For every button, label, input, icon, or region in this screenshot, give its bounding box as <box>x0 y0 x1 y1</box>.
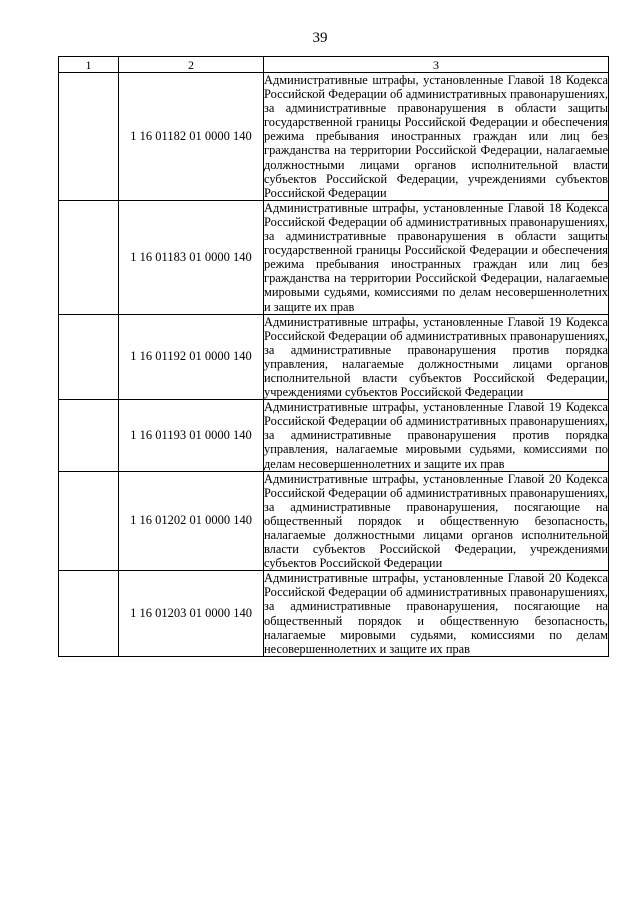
classification-code: 1 16 01183 01 0000 140 <box>119 200 264 314</box>
code-description: Административные штрафы, установленные Главой 19 Кодекса Российской Федерации об административных правонарушениях, за административные правонарушения против порядка управления, налагаемые должностными лицами органов исполнительной власти субъектов Российской Федерации, учреждениями субъектов Российской Федерации <box>264 314 608 400</box>
code-description: Административные штрафы, установленные Главой 20 Кодекса Российской Федерации об административных правонарушениях, за административные правонарушения, посягающие на общественный порядок и общественную безопасность, налагаемые мировыми судьями, комиссиями по делам несовершеннолетних и защите их прав <box>264 571 608 656</box>
code-description: Административные штрафы, установленные Главой 20 Кодекса Российской Федерации об административных правонарушениях, за административные правонарушения, посягающие на общественный порядок и общественную безопасность, налагаемые должностными лицами органов исполнительной власти субъектов Российской Федерации, учреждениями субъектов Российской Федерации <box>264 471 608 571</box>
row-number-cell <box>59 471 119 571</box>
row-number-cell <box>59 571 119 657</box>
table-row <box>59 200 609 314</box>
table-row <box>59 314 609 400</box>
row-number-cell <box>59 73 119 201</box>
classification-code: 1 16 01193 01 0000 140 <box>119 400 264 471</box>
row-number-cell <box>59 314 119 400</box>
code-description: Административные штрафы, установленные Главой 18 Кодекса Российской Федерации об административных правонарушениях, за административные правонарушения в области защиты государственной границы Российской Федерации и обеспечения режима пребывания иностранных граждан или лиц без гражданства на территории Российской Федерации, налагаемые мировыми судьями, комиссиями по делам несовершеннолетних и защите их прав <box>264 200 608 314</box>
classification-code: 1 16 01192 01 0000 140 <box>119 314 264 400</box>
classification-code: 1 16 01182 01 0000 140 <box>119 73 264 201</box>
row-number-cell <box>59 200 119 314</box>
revenue-codes-table <box>58 56 609 657</box>
table-header-row <box>59 57 609 73</box>
column-header-3: 3 <box>264 57 609 73</box>
table-row <box>59 571 609 657</box>
page-number: 39 <box>312 30 328 46</box>
table-row <box>59 73 609 201</box>
table-row <box>59 471 609 571</box>
code-description: Административные штрафы, установленные Главой 18 Кодекса Российской Федерации об административных правонарушениях, за административные правонарушения в области защиты государственной границы Российской Федерации и обеспечения режима пребывания иностранных граждан или лиц без гражданства на территории Российской Федерации, налагаемые должностными лицами органов исполнительной власти субъектов Российской Федерации, учреждениями субъектов Российской Федерации <box>264 73 608 200</box>
classification-code: 1 16 01203 01 0000 140 <box>119 571 264 657</box>
table-row <box>59 400 609 471</box>
code-description: Административные штрафы, установленные Главой 19 Кодекса Российской Федерации об административных правонарушениях, за административные правонарушения против порядка управления, налагаемые мировыми судьями, комиссиями по делам несовершеннолетних и защите их прав <box>264 400 608 471</box>
classification-code: 1 16 01202 01 0000 140 <box>119 471 264 571</box>
column-header-2: 2 <box>119 57 264 73</box>
column-header-1: 1 <box>59 57 119 73</box>
row-number-cell <box>59 400 119 471</box>
